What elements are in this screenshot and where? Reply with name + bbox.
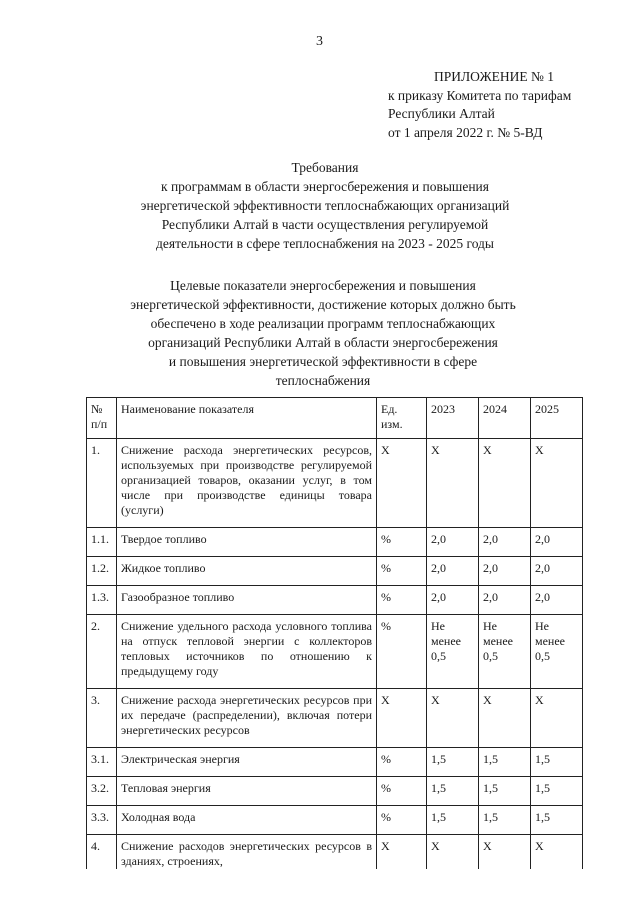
title-line-3: энергетической эффективности теплоснабжающих организаций xyxy=(140,198,510,213)
cell-num: 1.3. xyxy=(87,586,117,615)
cell-name: Снижение расхода энергетических ресурсов при их передаче (распределении), включая потери энергетических ресурсов xyxy=(117,689,377,748)
cell-name: Газообразное топливо xyxy=(117,586,377,615)
table-row xyxy=(87,528,583,557)
cell-unit: X xyxy=(377,439,427,528)
table-caption xyxy=(118,276,528,390)
cell-y2025: 1,5 xyxy=(531,806,583,835)
table-row xyxy=(87,557,583,586)
cell-y2025: 2,0 xyxy=(531,586,583,615)
caption-line-2: энергетической эффективности, достижение которых должно быть xyxy=(130,297,516,312)
cell-name: Снижение расхода энергетических ресурсов, используемых при производстве регулируемой организацией товаров, оказании услуг, в том числе при производстве единицы товара (услуги) xyxy=(117,439,377,528)
cell-y2025: 1,5 xyxy=(531,748,583,777)
cell-y2025: X xyxy=(531,439,583,528)
cell-unit: % xyxy=(377,586,427,615)
cell-y2025: 2,0 xyxy=(531,557,583,586)
cell-name: Электрическая энергия xyxy=(117,748,377,777)
cell-y2024: 2,0 xyxy=(479,528,531,557)
caption-line-5: и повышения энергетической эффективности в сфере xyxy=(168,354,478,369)
cell-y2025: X xyxy=(531,689,583,748)
cell-unit: % xyxy=(377,528,427,557)
title-line-1: Требования xyxy=(291,160,359,175)
document-title xyxy=(120,158,530,253)
cell-y2023: 1,5 xyxy=(427,806,479,835)
header-2024: 2024 xyxy=(479,398,531,439)
cell-y2024: X xyxy=(479,835,531,870)
table-row xyxy=(87,835,583,870)
table-row xyxy=(87,586,583,615)
title-line-5: деятельности в сфере теплоснабжения на 2023 - 2025 годы xyxy=(156,236,494,251)
table-header-row xyxy=(87,398,583,439)
cell-unit: % xyxy=(377,806,427,835)
caption-line-1: Целевые показатели энергосбережения и повышения xyxy=(170,278,476,293)
title-line-4: Республики Алтай в части осуществления регулируемой xyxy=(161,217,489,232)
caption-line-4: организаций Республики Алтай в области энергосбережения xyxy=(148,335,498,350)
cell-y2023: 1,5 xyxy=(427,748,479,777)
table-row xyxy=(87,439,583,528)
cell-name: Твердое топливо xyxy=(117,528,377,557)
cell-y2025: X xyxy=(531,835,583,870)
cell-unit: % xyxy=(377,615,427,689)
table-row xyxy=(87,806,583,835)
cell-name: Снижение удельного расхода условного топлива на отпуск тепловой энергии с коллекторов тепловых источников по отношению к предыдущему году xyxy=(117,615,377,689)
table-row xyxy=(87,748,583,777)
table-row xyxy=(87,777,583,806)
cell-unit: % xyxy=(377,557,427,586)
appendix-line-1: к приказу Комитета по тарифам xyxy=(388,87,572,103)
table-body xyxy=(87,439,583,870)
cell-y2023: 2,0 xyxy=(427,557,479,586)
cell-num: 1.2. xyxy=(87,557,117,586)
cell-y2023: 1,5 xyxy=(427,777,479,806)
caption-line-3: обеспечено в ходе реализации программ теплоснабжающих xyxy=(150,316,496,331)
cell-y2023: X xyxy=(427,835,479,870)
cell-num: 3.3. xyxy=(87,806,117,835)
cell-num: 4. xyxy=(87,835,117,870)
cell-num: 1. xyxy=(87,439,117,528)
appendix-line-3: от 1 апреля 2022 г. № 5-ВД xyxy=(388,124,543,140)
cell-name: Жидкое топливо xyxy=(117,557,377,586)
table-row xyxy=(87,689,583,748)
header-num: № п/п xyxy=(87,398,117,439)
cell-y2023: 2,0 xyxy=(427,528,479,557)
caption-line-6: теплоснабжения xyxy=(275,373,371,388)
cell-y2024: Не менее 0,5 xyxy=(479,615,531,689)
cell-y2023: X xyxy=(427,689,479,748)
cell-num: 3.2. xyxy=(87,777,117,806)
cell-name: Снижение расходов энергетических ресурсов в зданиях, строениях, xyxy=(117,835,377,870)
cell-y2023: X xyxy=(427,439,479,528)
cell-name: Холодная вода xyxy=(117,806,377,835)
cell-unit: X xyxy=(377,835,427,870)
cell-y2024: 1,5 xyxy=(479,806,531,835)
cell-y2024: 2,0 xyxy=(479,557,531,586)
cell-y2025: 2,0 xyxy=(531,528,583,557)
indicators-table xyxy=(86,397,583,869)
cell-y2024: 2,0 xyxy=(479,586,531,615)
cell-y2024: X xyxy=(479,689,531,748)
page-number: 3 xyxy=(316,34,323,49)
appendix-line-2: Республики Алтай xyxy=(388,106,495,121)
cell-num: 2. xyxy=(87,615,117,689)
title-line-2: к программам в области энергосбережения и повышения xyxy=(161,179,489,194)
header-unit: Ед. изм. xyxy=(377,398,427,439)
header-name: Наименование показателя xyxy=(117,398,377,439)
cell-y2025: 1,5 xyxy=(531,777,583,806)
cell-y2024: X xyxy=(479,439,531,528)
cell-y2025: Не менее 0,5 xyxy=(531,615,583,689)
cell-name: Тепловая энергия xyxy=(117,777,377,806)
cell-y2024: 1,5 xyxy=(479,748,531,777)
cell-unit: X xyxy=(377,689,427,748)
appendix-block xyxy=(388,68,571,142)
header-2023: 2023 xyxy=(427,398,479,439)
cell-unit: % xyxy=(377,748,427,777)
cell-y2023: Не менее 0,5 xyxy=(427,615,479,689)
cell-num: 3.1. xyxy=(87,748,117,777)
cell-y2023: 2,0 xyxy=(427,586,479,615)
cell-num: 1.1. xyxy=(87,528,117,557)
cell-num: 3. xyxy=(87,689,117,748)
appendix-heading: ПРИЛОЖЕНИЕ № 1 xyxy=(434,69,555,84)
cell-y2024: 1,5 xyxy=(479,777,531,806)
table-row xyxy=(87,615,583,689)
cell-unit: % xyxy=(377,777,427,806)
header-2025: 2025 xyxy=(531,398,583,439)
